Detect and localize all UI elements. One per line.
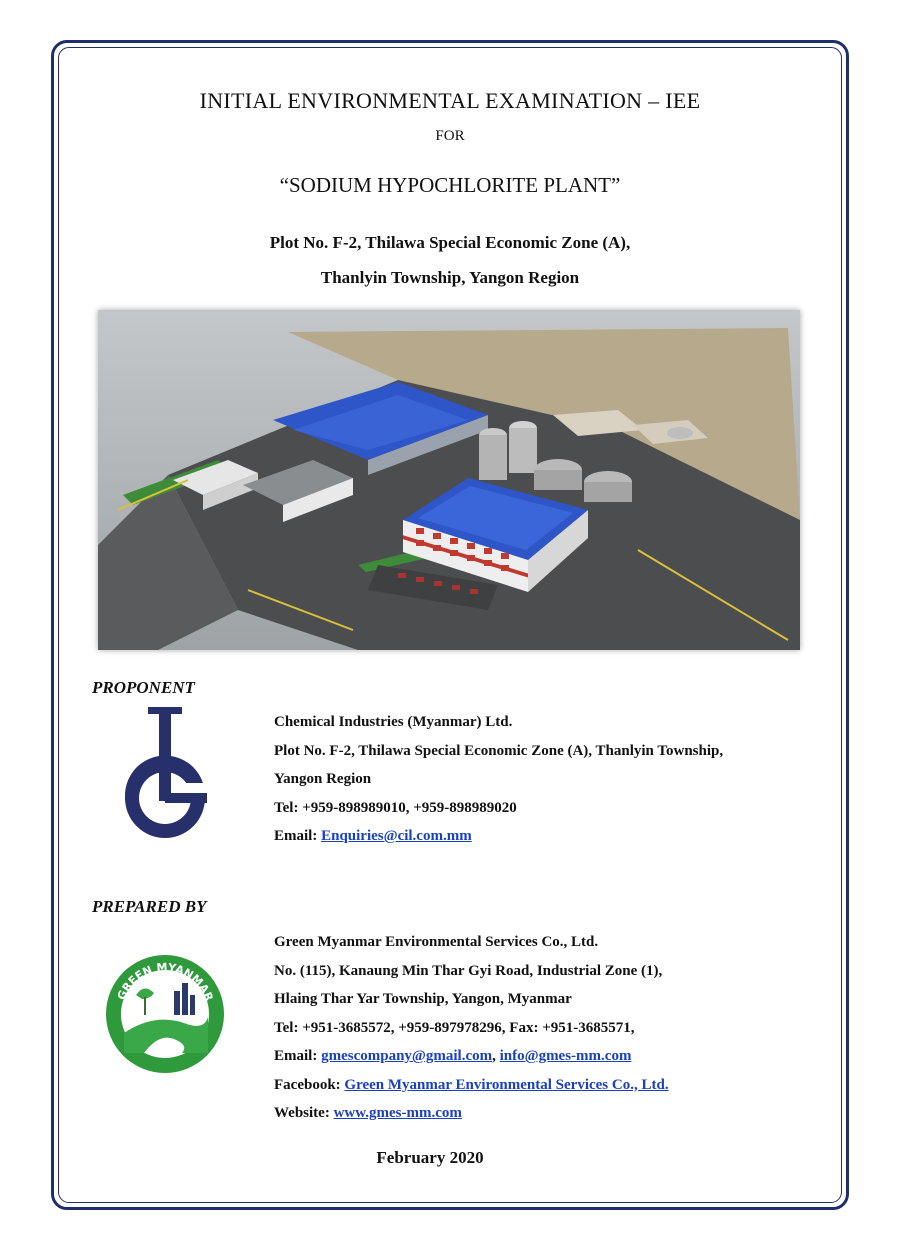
proponent-email-row (274, 822, 814, 851)
consultant-address-2: Hlaing Thar Yar Township, Yangon, Myanmar (274, 991, 572, 1007)
proponent-email-link[interactable]: Enquiries@cil.com.mm (321, 828, 472, 844)
consultant-address-1: No. (115), Kanaung Min Thar Gyi Road, Industrial Zone (1), (274, 962, 663, 979)
gmes-logo-icon (104, 953, 226, 1075)
email-label: Email: (274, 828, 322, 844)
for-label: FOR (435, 128, 465, 144)
proponent-address-2: Yangon Region (274, 771, 372, 787)
consultant-website-row (274, 1099, 814, 1128)
consultant-email-link-1[interactable]: gmescompany@gmail.com (321, 1048, 493, 1064)
plant-aerial-rendering (98, 310, 800, 650)
location-line-1: Plot No. F-2, Thilawa Special Economic Zone (A), (269, 233, 631, 252)
consultant-details (274, 928, 814, 1128)
facebook-label: Facebook: (274, 1076, 345, 1093)
consultant-facebook-row (274, 1071, 814, 1100)
cil-logo-icon (118, 705, 213, 845)
proponent-company: Chemical Industries (Myanmar) Ltd. (274, 714, 513, 730)
project-name: “SODIUM HYPOCHLORITE PLANT” (279, 173, 621, 197)
proponent-heading: PROPONENT (92, 678, 195, 697)
consultant-facebook-link[interactable]: Green Myanmar Environmental Services Co., Ltd. (344, 1076, 669, 1093)
consultant-website-link[interactable]: www.gmes-mm.com (333, 1105, 462, 1121)
proponent-address-1: Plot No. F-2, Thilawa Special Economic Zone (A), Thanlyin Township, (274, 742, 724, 759)
consultant-email-link-2[interactable]: info@gmes-mm.com (499, 1048, 632, 1064)
document-title: INITIAL ENVIRONMENTAL EXAMINATION – IEE (199, 88, 701, 113)
consultant-tel-fax: Tel: +951-3685572, +959-897978296, Fax: +951-3685571, (274, 1019, 635, 1036)
document-date: February 2020 (376, 1148, 484, 1167)
prepared-by-heading: PREPARED BY (92, 897, 207, 916)
website-label: Website: (274, 1105, 334, 1121)
consultant-company: Green Myanmar Environmental Services Co., Ltd. (274, 934, 599, 950)
location-line-2: Thanlyin Township, Yangon Region (320, 268, 580, 287)
email-label: Email: (274, 1048, 322, 1064)
gmes-logo-text: GREEN MYANMAR (114, 960, 216, 1003)
proponent-details (274, 708, 814, 851)
proponent-tel: Tel: +959-898989010, +959-898989020 (274, 799, 517, 816)
consultant-email-row (274, 1042, 814, 1071)
email-separator: , (492, 1048, 500, 1064)
